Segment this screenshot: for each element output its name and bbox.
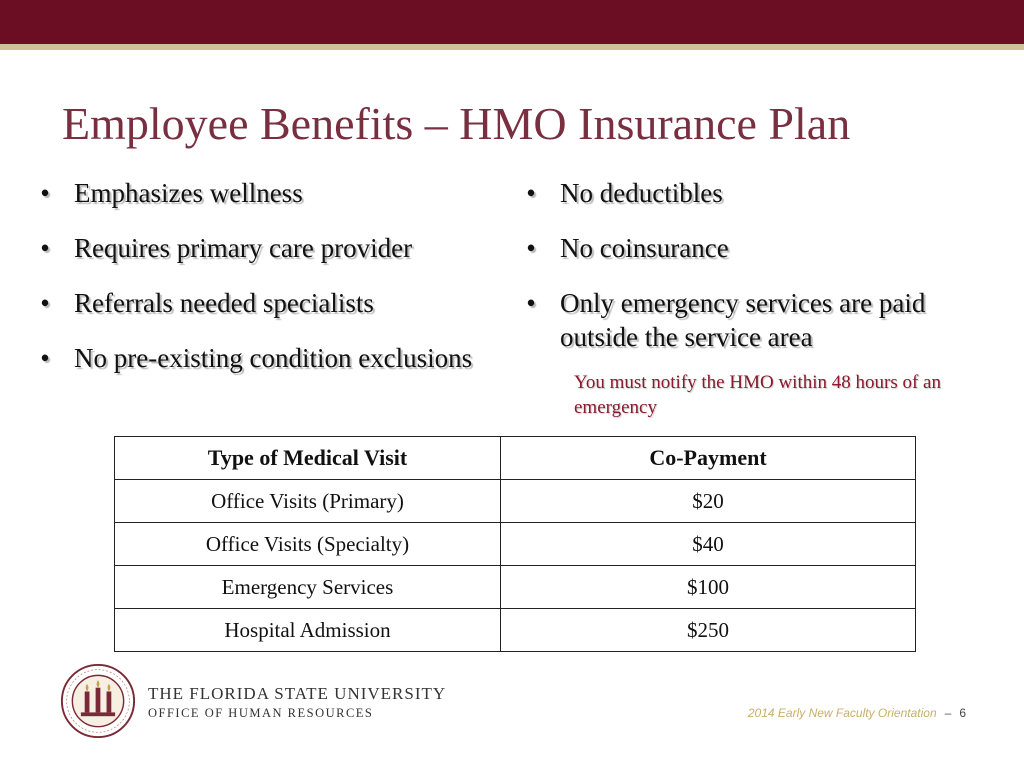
slide-footer — [748, 706, 966, 720]
table-row — [115, 609, 916, 652]
table-row — [115, 566, 916, 609]
table-header-row — [115, 437, 916, 480]
event-name: 2014 Early New Faculty Orientation — [747, 706, 937, 720]
right-bullet-list — [516, 176, 1006, 354]
bullet-marker: • — [40, 178, 50, 208]
university-name: THE FLORIDA STATE UNIVERSITY — [148, 684, 447, 703]
gold-accent-line — [0, 44, 1024, 50]
copayment-cell: $250 — [501, 609, 916, 652]
visit-type-cell: Hospital Admission — [115, 609, 501, 652]
bullet-text: Referrals needed specialists — [74, 288, 374, 318]
bullet-text: No coinsurance — [560, 233, 729, 263]
bullet-text: No pre-existing condition exclusions — [74, 343, 473, 373]
bullet-marker: • — [526, 178, 536, 208]
copay-table — [114, 436, 916, 652]
visit-type-cell: Emergency Services — [115, 566, 501, 609]
left-bullet-list — [30, 176, 490, 375]
bullet-item — [516, 231, 1006, 265]
column-header-copayment: Co-Payment — [501, 437, 916, 480]
bullet-item — [30, 286, 490, 320]
page-number: 6 — [959, 706, 966, 720]
top-banner-bar — [0, 0, 1024, 44]
table-row — [115, 523, 916, 566]
bullet-item — [30, 176, 490, 210]
visit-type-cell: Office Visits (Specialty) — [115, 523, 501, 566]
bullet-item — [30, 341, 490, 375]
slide-title: Employee Benefits – HMO Insurance Plan — [62, 98, 851, 149]
bullet-text: Requires primary care provider — [74, 233, 413, 263]
table-row — [115, 480, 916, 523]
bullet-text: Only emergency services are paid outside the service area — [560, 288, 926, 352]
bullet-text: No deductibles — [560, 178, 723, 208]
bullet-marker: • — [40, 233, 50, 263]
copayment-cell: $100 — [501, 566, 916, 609]
bullet-text: Emphasizes wellness — [74, 178, 303, 208]
fsu-seal-icon — [60, 663, 136, 739]
bullet-marker: • — [526, 288, 536, 318]
visit-type-cell: Office Visits (Primary) — [115, 480, 501, 523]
column-header-visit-type: Type of Medical Visit — [115, 437, 501, 480]
bullet-marker: • — [526, 233, 536, 263]
emergency-note: You must notify the HMO within 48 hours of an emergency — [574, 372, 941, 418]
bullet-item — [516, 176, 1006, 210]
office-name: OFFICE OF HUMAN RESOURCES — [148, 706, 374, 720]
bullet-marker: • — [40, 343, 50, 373]
bullet-item — [30, 231, 490, 265]
copayment-cell: $40 — [501, 523, 916, 566]
bullet-marker: • — [40, 288, 50, 318]
copayment-cell: $20 — [501, 480, 916, 523]
footer-separator: – — [944, 706, 952, 720]
bullet-item — [516, 286, 1006, 354]
